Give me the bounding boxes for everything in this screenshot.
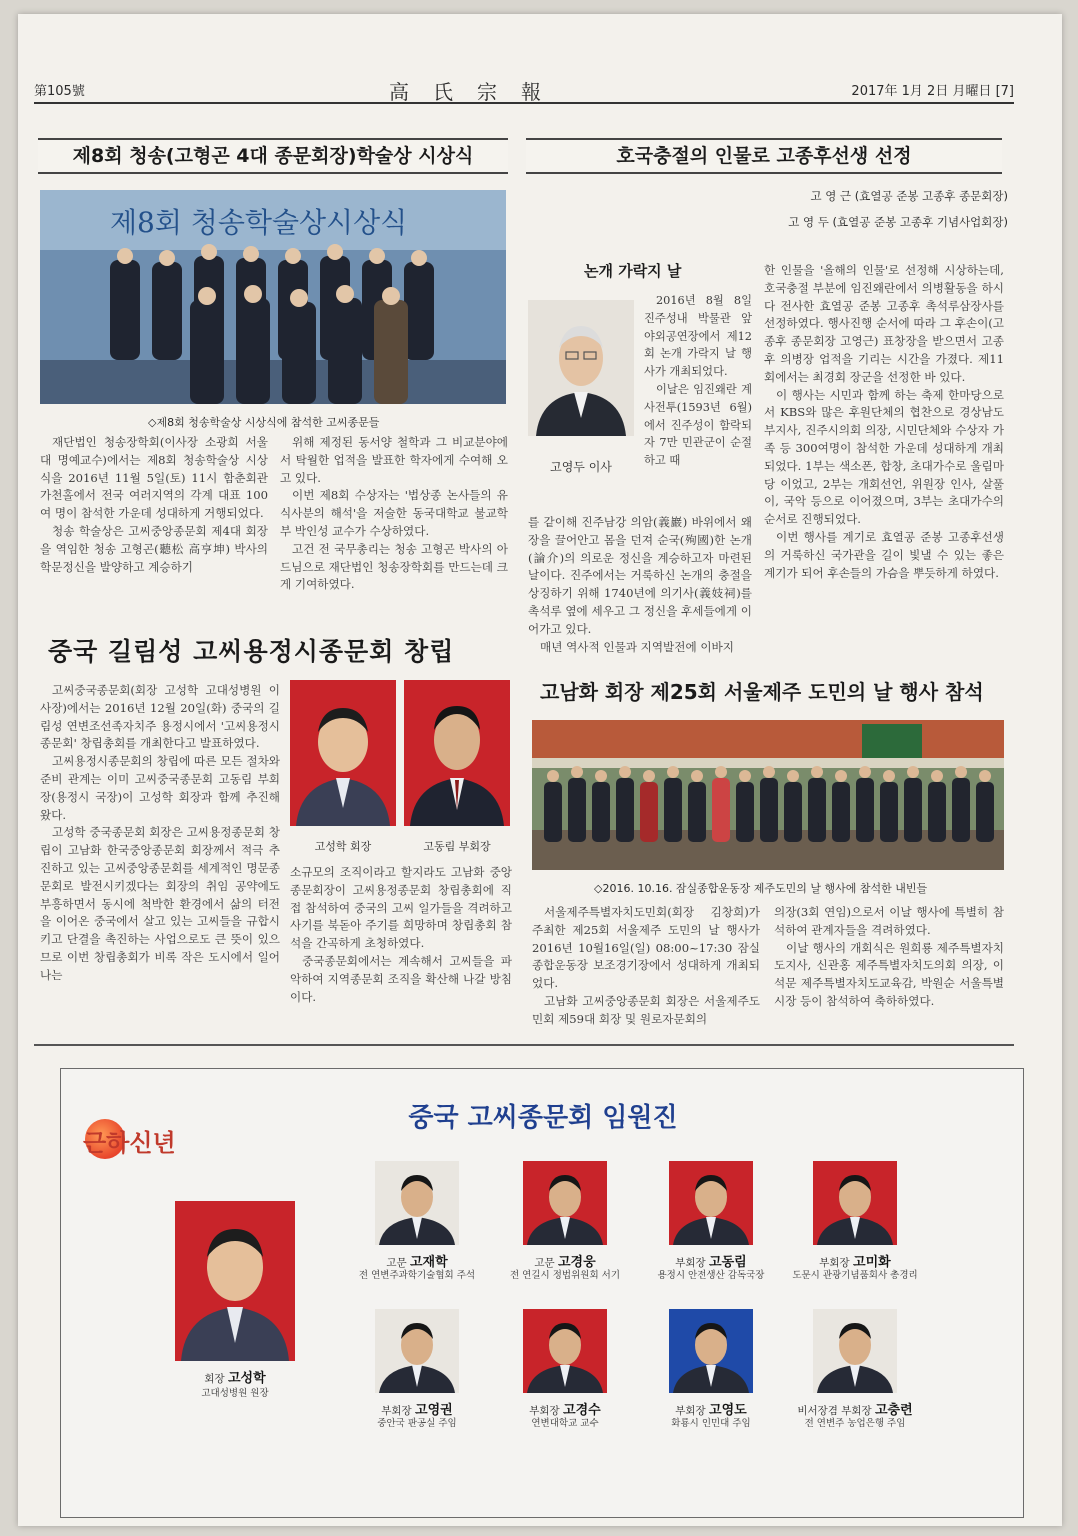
officer-name: 고영권 — [415, 1403, 453, 1418]
officer-title: 연변대학교 교수 — [531, 1418, 599, 1429]
officer-role: 비서장겸 부회장 — [797, 1405, 872, 1417]
officer-role: 부회장 — [529, 1405, 560, 1417]
portrait-goseonghak — [290, 680, 396, 826]
article4-caption: ◇2016. 10.16. 잠실종합운동장 제주도민의 날 행사에 참석한 내빈들 — [594, 882, 928, 895]
officer-name: 고경수 — [563, 1403, 601, 1418]
officer-portrait — [375, 1161, 459, 1245]
officer-role: 고문 — [534, 1257, 555, 1269]
article2-col1-top — [644, 292, 752, 510]
portrait-label-goseonghak: 고성학 회장 — [314, 840, 372, 853]
paragraph: 이 행사는 시민과 함께 하는 축제 한마당으로서 KBS와 많은 후원단체의 협찬으로 경상남도부지사, 진주시의회 의장, 시민단체와 수상자 가족 등 300여명이 참석한 가운데 성대하게 개최되었다. 1부는 색소폰, 합창, 초대가수로 울림마당 이었고, 2부는 개회선언, 위원장 인사, 살풀이, 국악 등으로 이어졌으며, 3부는 초대가수의 순서로 진행되었다. — [764, 387, 1004, 527]
article1-group-photo — [40, 190, 506, 404]
article1-col1 — [40, 434, 268, 620]
officer-name: 고동림 — [709, 1255, 747, 1270]
newspaper-page — [18, 14, 1062, 1526]
paragraph: 2016년 8월 8일 진주성내 박물관 앞 야외공연장에서 제12회 논개 가락지 날 행사가 개최되었다. — [644, 294, 752, 379]
article2-subhead: 논개 가락지 날 — [584, 262, 682, 280]
paragraph: 중국종문회에서는 계속해서 고씨들을 파악하여 지역종문회 조직을 확산해 나갈 방침이다. — [290, 953, 512, 1004]
officers-advertisement — [60, 1068, 1024, 1518]
officer-title: 용정시 안전생산 감독국장 — [657, 1270, 765, 1281]
officers-title: 중국 고씨종문회 임원진 — [408, 1103, 678, 1133]
officer-title: 도문시 관광기념품회사 총경리 — [792, 1270, 918, 1281]
portrait-goyeongdu — [528, 300, 634, 436]
paragraph: 고씨중국종문회(회장 고성학 고대성병원 이사장)에서는 2016년 12월 20일(화) 중국의 길림성 연변조선족자치주 용정시에서 '고씨용정시종문회' 창립총회를 개최한다고 발표하였다. — [40, 683, 280, 751]
article4-group-photo — [532, 720, 1004, 870]
masthead — [34, 76, 1014, 104]
officer-title: 전 연변주 농업은행 주임 — [804, 1418, 906, 1429]
paragraph: 청송 학술상은 고씨중앙종문회 제4대 회장을 역임한 청송 고형곤(聽松 高亨坤) 박사의 학문정신을 발양하고 계승하기 — [40, 523, 268, 574]
paragraph: 재단법인 청송장학회(이사장 소광희 서울대 명예교수)에서는 제8회 청송학술상 시상식을 2016년 11월 5일(토) 11시 함춘회관 가천홀에서 전국 여러지역의 각계 대표 100여 명이 참석한 가운데 성대하게 거행되었다. — [40, 435, 268, 521]
officer-name-president — [175, 1367, 295, 1386]
officer-title-president: 고대성병원 원장 — [201, 1388, 269, 1399]
officer-portrait — [813, 1161, 897, 1245]
officer-name: 고충련 — [875, 1403, 913, 1418]
officer-title: 전 연변주과학기술협회 주석 — [358, 1270, 476, 1281]
banner-text: 제8회 청송학술상시상식 — [110, 206, 408, 239]
article2-byline2: 고 영 두 (효열공 준봉 고종후 기념사업회장) — [788, 215, 1008, 229]
article2-byline1: 고 영 근 (효열공 준봉 고종후 종문회장) — [810, 189, 1008, 203]
officer-portrait — [523, 1161, 607, 1245]
paragraph: 이번 행사를 계기로 효열공 준봉 고종후선생의 거룩하신 국가관을 길이 빛낼 수 있는 좋은 계기가 되어 후손들의 가슴을 뿌듯하게 하였다. — [764, 529, 1004, 580]
officer-role: 회장 — [204, 1373, 225, 1385]
article1-headline: 제8회 청송(고형곤 4대 종문회장)학술상 시상식 — [38, 138, 508, 174]
article2-col2 — [764, 262, 1004, 664]
newspaper-name: 高氏宗報 — [389, 80, 565, 104]
article4-col1 — [532, 904, 760, 1036]
article3-col2 — [290, 864, 512, 1034]
officer-name: 고재학 — [409, 1255, 448, 1270]
article3-headline: 중국 길림성 고씨용정시종문회 창립 — [48, 637, 455, 666]
new-year-greeting: 근하신년 — [83, 1128, 176, 1157]
issue-number: 第105號 — [34, 84, 85, 99]
portrait-label-goyeongdu: 고영두 이사 — [550, 460, 612, 474]
officer-portrait — [669, 1309, 753, 1393]
paragraph: 매년 역사적 인물과 지역발전에 이바지 — [540, 639, 734, 654]
article3-col1 — [40, 682, 280, 1034]
issue-date: 2017年 1月 2日 月曜日 [7] — [851, 84, 1014, 99]
paragraph: 고성학 중국종문회 회장은 고씨용정종문회 창립이 고남화 한국중앙종문회 회장께서 적극 추진하고 있는 고씨중앙종문회를 세계적인 명문종문회로 발전시키겠다는 회장의 취임 공약에도 부흥하면서 동시에 척박한 환경에서 삶의 터전을 이어온 중국에서 살고 있는 고씨들을 규합시키고 단결을 촉진하는 사업으로도 큰 뜻이 있으므로 이번 창립총회가 비록 작은 도시에서 일어나는 — [40, 825, 280, 982]
paragraph: 소규모의 조직이라고 할지라도 고남화 중앙종문회장이 고씨용정종문회 창립총회에 직접 참석하여 중국의 고씨 일가들을 격려하고 사기를 북돋아 주기를 희망하며 창립총회 참석을 간곡하게 초청하였다. — [290, 865, 512, 951]
officer-name: 고경웅 — [557, 1255, 596, 1270]
officer-role: 부회장 — [381, 1405, 412, 1417]
officer-name: 고성학 — [227, 1371, 266, 1386]
officer-portrait — [375, 1309, 459, 1393]
officer-title: 화룡시 인민대 주임 — [671, 1418, 751, 1429]
paragraph: 위해 제정된 동서양 철학과 그 비교분야에서 탁월한 업적을 발표한 학자에게 수여해 오고 있다. — [280, 435, 508, 485]
article4-col2 — [774, 904, 1004, 1036]
paragraph: 고남화 고씨중앙종문회 회장은 서울제주도민회 제59대 회장 및 원로자문회의 — [532, 993, 760, 1026]
paragraph: 이번 제8회 수상자는 '법상종 논사들의 유식사분의 해석'을 저술한 동국대학교 불교학부 박인성 교수가 수상하였다. — [280, 488, 508, 538]
officer-name: 고미화 — [853, 1255, 891, 1270]
paragraph: 를 같이해 진주남강 의암(義巖) 바위에서 왜장을 끌어안고 몸을 던져 순국(殉國)한 논개(論介)의 의로운 정신을 계승하고자 마련된 날이다. 진주에서는 거룩하신 논개의 충절을 상징하기 위해 1740년에 의기사(義妓祠)를 촉석루 옆에 세우고 그 정신을 후세들에게 이어가고 있다. — [528, 515, 752, 636]
officer-portrait — [523, 1309, 607, 1393]
article1-caption: ◇제8회 청송학술상 시상식에 참석한 고씨종문들 — [148, 416, 380, 429]
portrait-label-godongrim: 고동림 부회장 — [423, 840, 491, 853]
paragraph: 의장(3회 연임)으로서 이날 행사에 특별히 참석하여 관계자들을 격려하였다. — [774, 905, 1004, 937]
section-divider — [34, 1044, 1014, 1046]
article2-col1-bottom — [528, 514, 752, 664]
officer-role: 부회장 — [675, 1257, 706, 1269]
paragraph: 서울제주특별자치도민회(회장 김창희)가 주최한 제25회 서울제주 도민의 날 행사가 2016년 10월16일(일) 08:00~17:30 잠실종합운동장 보조경기장에서 성대하게 개최되었다. — [532, 905, 760, 991]
officer-role: 고문 — [386, 1257, 407, 1269]
paragraph: 한 인물을 '올해의 인물'로 선정해 시상하는데, 호국충절 부분에 임진왜란에서 의병활동을 하시다 전사한 효열공 준봉 고종후 촉석루삼장사를 선정하였다. 행사진행 순서에 따라 그 후손이(고종후 종문회장 고영근) 표창장을 받으면서 고종후 의병장 업적을 기리는 시간을 가졌다. 제11회에서는 최경회 장군을 선정한 바 있다. — [764, 263, 1004, 384]
article1-col2 — [280, 434, 508, 620]
paragraph: 고씨용정시종문회의 창립에 따른 모든 절차와 준비 관계는 이미 고씨중국종문회 고동림 부회장(용정시 국장)이 고성학 회장과 함께 추진해 왔다. — [40, 754, 280, 822]
article2-headline: 호국충절의 인물로 고종후선생 선정 — [526, 138, 1002, 174]
paragraph: 이날 행사의 개회식은 원희룡 제주특별자치도지사, 신관홍 제주특별자치도의회 의장, 이석문 제주특별자치도교육감, 박원순 서울특별시장 등이 참석하여 축하하였다. — [774, 940, 1004, 1008]
paragraph: 고건 전 국무총리는 청송 고형곤 박사의 아드님으로 재단법인 청송장학회를 만드는데 크게 기여하였다. — [280, 541, 508, 592]
officer-portrait — [813, 1309, 897, 1393]
officer-portrait-president — [175, 1201, 295, 1361]
officer-role: 부회장 — [819, 1257, 850, 1269]
officer-portrait — [669, 1161, 753, 1245]
paragraph: 이날은 임진왜란 계사전투(1593년 6월)에서 진주성이 함락되자 7만 민관군이 순절하고 때 — [644, 382, 752, 468]
officer-name: 고영도 — [709, 1403, 747, 1418]
article4-headline: 고남화 회장 제25회 서울제주 도민의 날 행사 참석 — [540, 680, 984, 704]
portrait-godongrim — [404, 680, 510, 826]
officer-title: 중안국 판공실 주임 — [377, 1418, 457, 1429]
officer-role: 부회장 — [675, 1405, 706, 1417]
officer-title: 전 연길시 정법위원회 서기 — [509, 1270, 620, 1281]
